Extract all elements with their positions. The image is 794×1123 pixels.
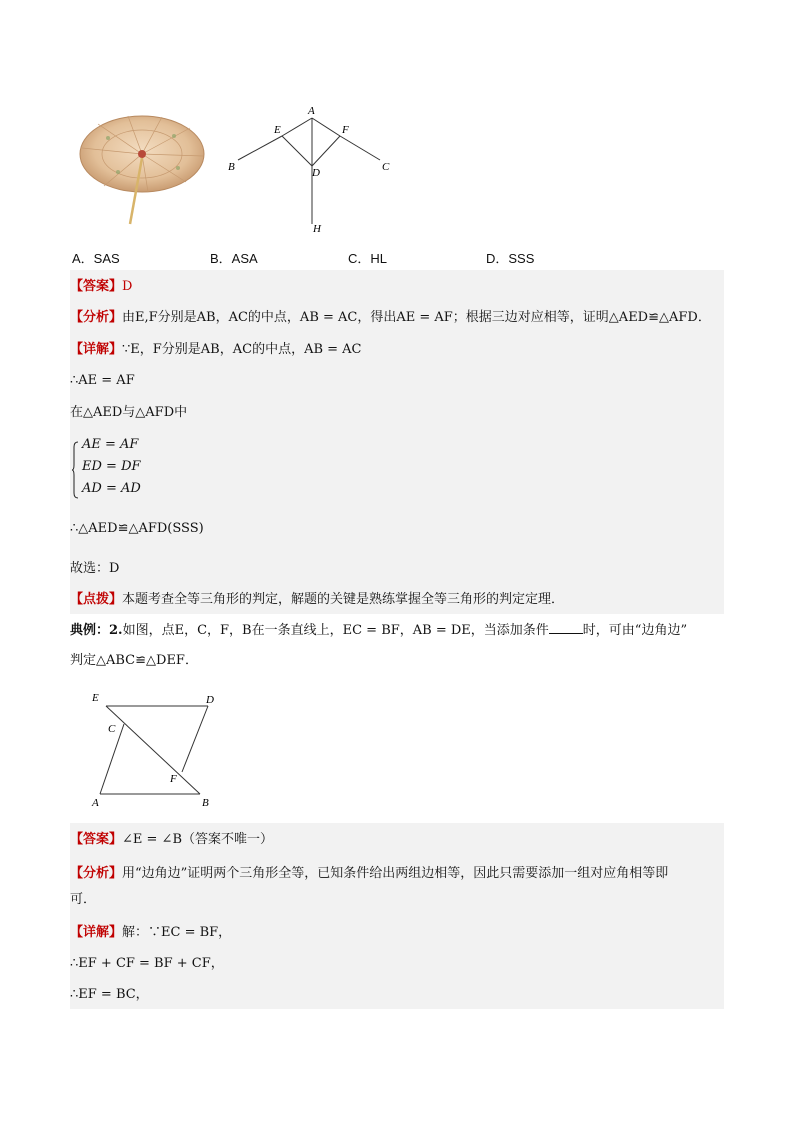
system-line-2: ED = DF bbox=[82, 459, 141, 474]
point-label-A2: A bbox=[92, 797, 99, 809]
point-label-A: A bbox=[308, 105, 315, 117]
point-label-H: H bbox=[313, 223, 321, 235]
point-label-C2: C bbox=[108, 723, 116, 735]
system-line-3: AD = AD bbox=[82, 481, 141, 496]
q2-analysis: 【分析】用“边角边”证明两个三角形全等，已知条件给出两组边相等，因此只需要添加一组对应角相等即 可． bbox=[70, 855, 724, 915]
option-d: D．SSS bbox=[486, 251, 535, 266]
q1-detail-3: 在△AED与△AFD中 bbox=[70, 396, 724, 428]
option-a: A．SAS bbox=[72, 251, 120, 266]
point-label-D: D bbox=[312, 167, 320, 179]
point-label-D2: D bbox=[206, 694, 214, 706]
point-label-F: F bbox=[342, 124, 349, 136]
q1-detail-2: ∴AE = AF bbox=[70, 364, 724, 396]
point-label-E: E bbox=[274, 124, 281, 136]
q1-comment: 【点拨】本题考查全等三角形的判定，解题的关键是熟练掌握全等三角形的判定定理． bbox=[70, 584, 724, 614]
q2-answer: 【答案】∠E = ∠B（答案不唯一） bbox=[70, 823, 724, 855]
answer-blank bbox=[549, 621, 583, 634]
point-label-B2: B bbox=[202, 797, 209, 809]
option-c: C．HL bbox=[348, 251, 388, 266]
system-brace bbox=[72, 441, 78, 499]
q1-answer: 【答案】D bbox=[70, 270, 724, 300]
system-line-1: AE = AF bbox=[82, 437, 139, 452]
q2-detail-3: ∴EF = BC， bbox=[70, 979, 724, 1009]
q1-system bbox=[70, 428, 724, 508]
q1-conclusion: ∴△AED≌△AFD(SSS) bbox=[70, 508, 724, 552]
q2-detail-1: 【详解】解：∵EC = BF， bbox=[70, 915, 724, 947]
umbrella-image bbox=[78, 108, 210, 226]
q1-detail-1: 【详解】∵E，F分别是AB，AC的中点，AB = AC bbox=[70, 332, 724, 364]
figure-umbrella-frame bbox=[222, 100, 402, 240]
point-label-E2: E bbox=[92, 692, 99, 704]
point-label-C: C bbox=[382, 161, 390, 173]
point-label-B: B bbox=[228, 161, 235, 173]
q2-stem-line2: 判定△ABC≌△DEF． bbox=[70, 653, 198, 668]
q1-analysis: 【分析】由E,F分别是AB，AC的中点，AB = AC，得出AE = AF；根据三边对应相等，证明△AED≌△AFD． bbox=[70, 300, 724, 332]
figure-triangles bbox=[84, 684, 234, 812]
q1-choice: 故选：D bbox=[70, 552, 724, 584]
q2-detail-2: ∴EF + CF = BF + CF， bbox=[70, 947, 724, 979]
point-label-F2: F bbox=[170, 773, 177, 785]
option-b: B．ASA bbox=[210, 251, 258, 266]
q2-stem-line1: 典例：2.如图，点E，C，F，B在一条直线上，EC = BF，AB = DE，当添加条件 时，可由“边角边” bbox=[70, 623, 688, 638]
